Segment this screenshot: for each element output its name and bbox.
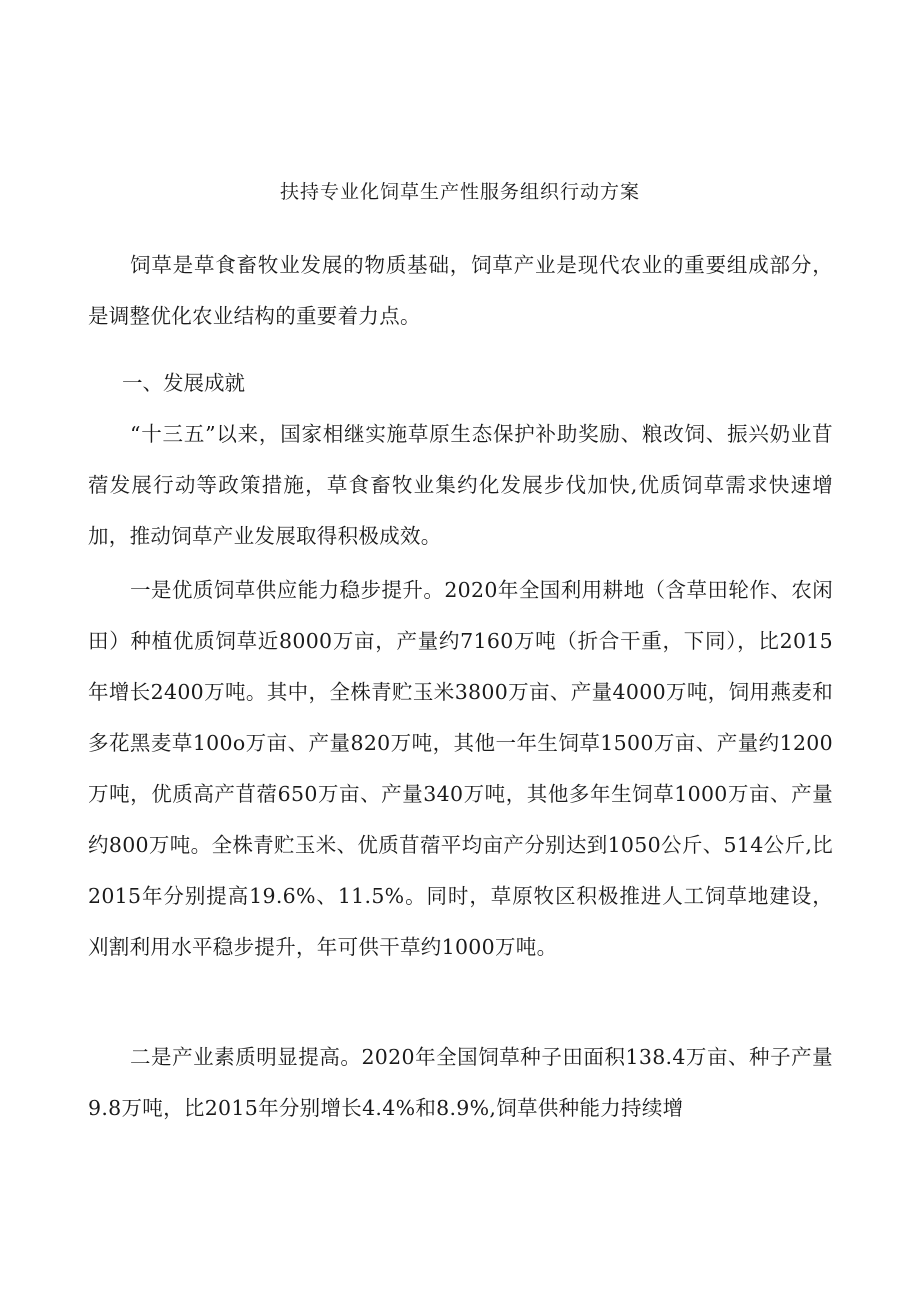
section-heading-achievements: 一、发展成就 <box>122 371 245 395</box>
intro-paragraph: 饲草是草食畜牧业发展的物质基础，饲草产业是现代农业的重要组成部分，是调整优化农业结构的重要着力点。 <box>88 253 833 328</box>
section1-paragraph-overview: “十三五”以来，国家相继实施草原生态保护补助奖励、粮改饲、振兴奶业苜蓿发展行动等政策措施，草食畜牧业集约化发展步伐加快,优质饲草需求快速增加，推动饲草产业发展取得积极成效。 <box>88 422 833 548</box>
document-title: 扶持专业化饲草生产性服务组织行动方案 <box>279 181 640 203</box>
section1-paragraph-industry-quality: 二是产业素质明显提高。2020年全国饲草种子田面积138.4万亩、种子产量9.8万吨，比2015年分别增长4.4%和8.9%,饲草供种能力持续增 <box>88 1045 833 1120</box>
section1-paragraph-forage-supply: 一是优质饲草供应能力稳步提升。2020年全国利用耕地（含草田轮作、农闲田）种植优质饲草近8000万亩，产量约7160万吨（折合干重，下同），比2015年增长2400万吨。其中，全株青贮玉米3800万亩、产量4000万吨，饲用燕麦和多花黑麦草100o万亩、产量820万吨，其他一年生饲草1500万亩、产量约1200万吨，优质高产苜蓿650万亩、产量340万吨，其他多年生饲草1000万亩、产量约800万吨。全株青贮玉米、优质苜蓿平均亩产分别达到1050公斤、514公斤,比2015年分别提高19.6%、11.5%。同时，草原牧区积极推进人工饲草地建设，刈割利用水平稳步提升，年可供干草约1000万吨。 <box>88 578 833 959</box>
